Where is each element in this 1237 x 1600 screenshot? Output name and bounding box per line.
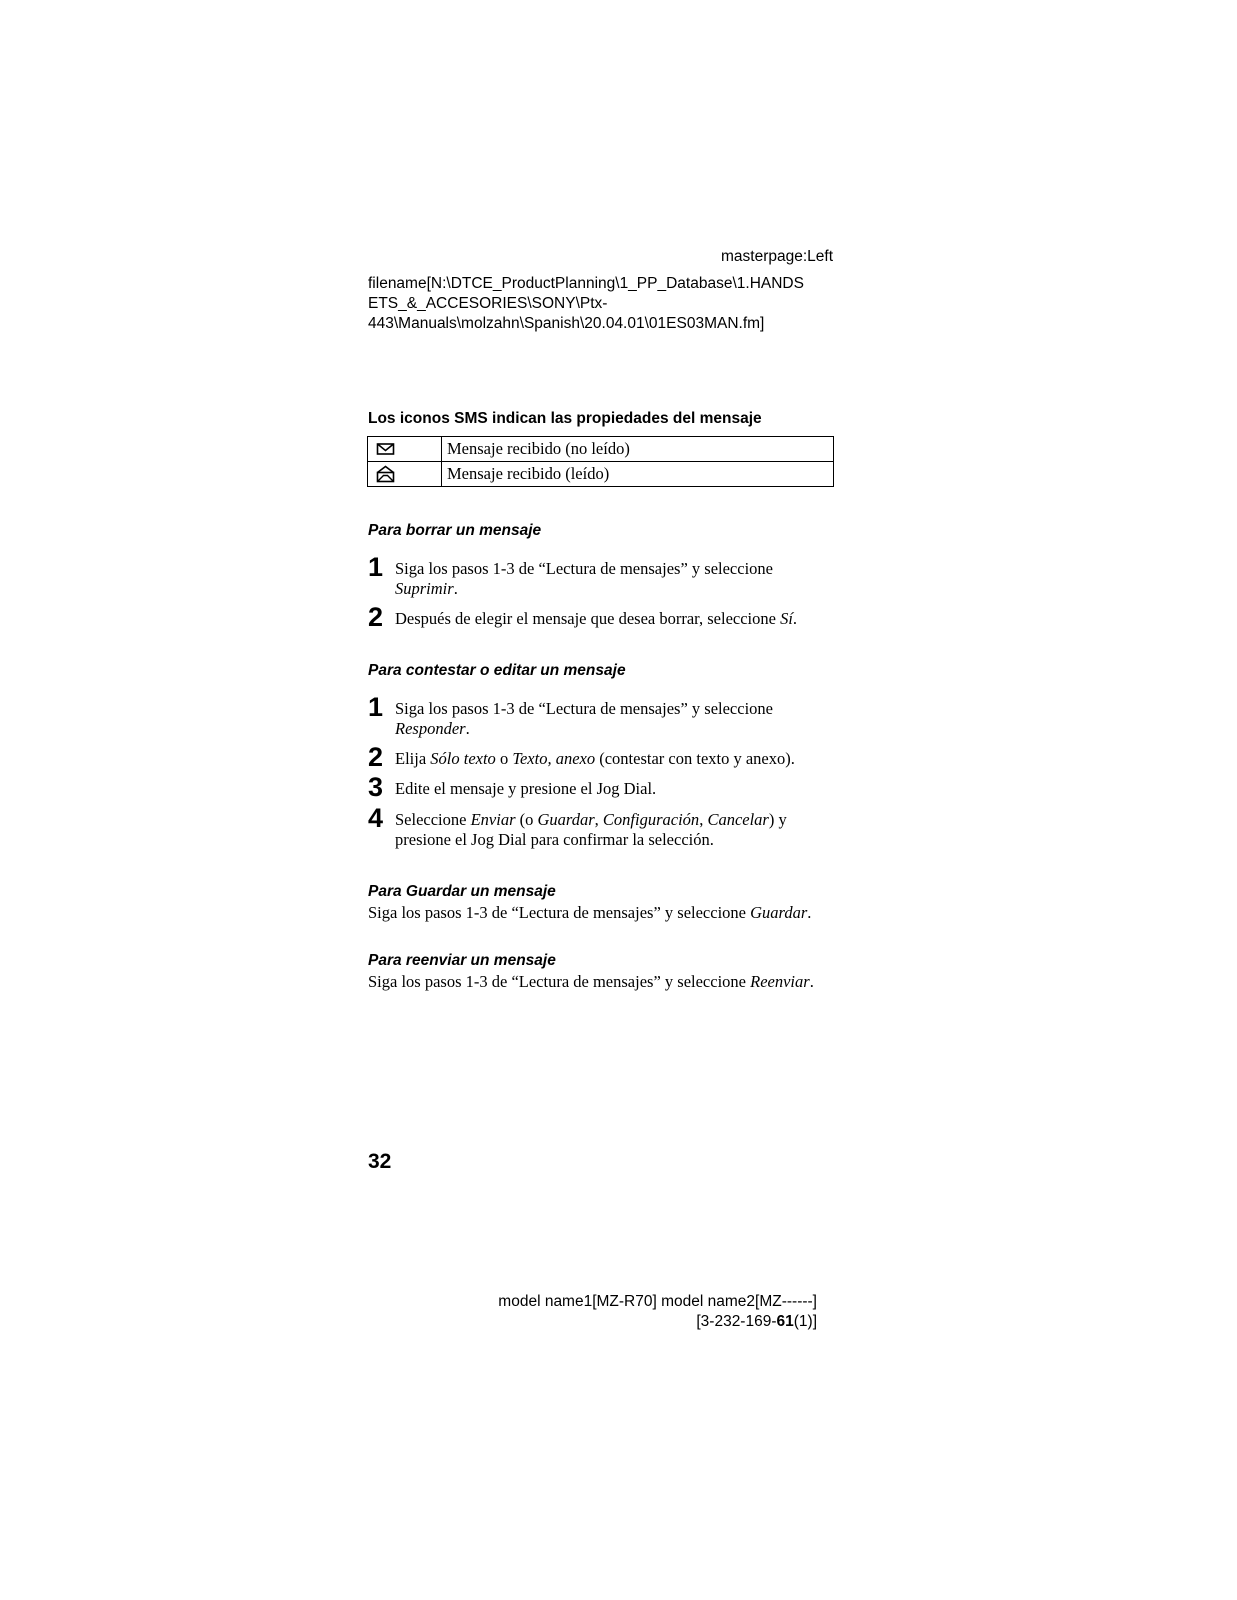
reply-step bbox=[368, 742, 838, 772]
step-number: 2 bbox=[368, 742, 384, 772]
save-section-heading: Para Guardar un mensaje bbox=[368, 883, 556, 900]
step-number: 1 bbox=[368, 552, 384, 582]
sms-icons-table bbox=[367, 436, 834, 487]
step-option: Enviar bbox=[470, 810, 516, 829]
delete-step bbox=[368, 602, 838, 632]
reply-step bbox=[368, 772, 838, 802]
step-option: Suprimir bbox=[395, 579, 454, 598]
step-text: Siga los pasos 1-3 de “Lectura de mensajes” y seleccione Responder. bbox=[395, 699, 773, 738]
delete-step bbox=[368, 552, 838, 599]
reply-step bbox=[368, 803, 838, 850]
reply-section-heading: Para contestar o editar un mensaje bbox=[368, 662, 626, 679]
filename-path bbox=[368, 274, 838, 334]
step-option: Sí bbox=[780, 609, 793, 628]
envelope-closed-icon bbox=[376, 442, 396, 456]
save-instruction: Siga los pasos 1-3 de “Lectura de mensajes” y seleccione Guardar. bbox=[368, 903, 812, 922]
reply-step bbox=[368, 692, 838, 739]
step-option: Guardar bbox=[537, 810, 595, 829]
table-row bbox=[368, 462, 834, 487]
step-option: Cancelar bbox=[707, 810, 769, 829]
step-option: Guardar bbox=[750, 903, 808, 922]
step-text: Edite el mensaje y presione el Jog Dial. bbox=[395, 779, 657, 798]
footer-part-code: [3-232-169-61(1)] bbox=[696, 1313, 817, 1330]
forward-instruction: Siga los pasos 1-3 de “Lectura de mensajes” y seleccione Reenviar. bbox=[368, 972, 814, 991]
icon-description: Mensaje recibido (no leído) bbox=[442, 437, 834, 462]
masterpage-label: masterpage:Left bbox=[720, 248, 833, 265]
step-option: Responder bbox=[395, 719, 466, 738]
step-option: Texto, anexo bbox=[512, 749, 596, 768]
footer-model-names: model name1[MZ-R70] model name2[MZ------] bbox=[498, 1293, 817, 1310]
icon-description: Mensaje recibido (leído) bbox=[442, 462, 834, 487]
step-text: Siga los pasos 1-3 de “Lectura de mensajes” y seleccione Suprimir. bbox=[395, 559, 773, 598]
icon-cell bbox=[368, 437, 442, 462]
envelope-open-icon bbox=[376, 465, 396, 483]
step-text: Seleccione Enviar (o Guardar, Configuración, Cancelar) y presione el Jog Dial para confirmar la selección. bbox=[395, 810, 787, 849]
filename-line: 443\Manuals\molzahn\Spanish\20.04.01\01ES03MAN.fm] bbox=[368, 315, 765, 332]
step-number: 1 bbox=[368, 692, 384, 722]
step-text: Elija Sólo texto o Texto, anexo (contestar con texto y anexo). bbox=[395, 749, 795, 768]
step-number: 3 bbox=[368, 772, 384, 802]
step-option: Configuración bbox=[602, 810, 700, 829]
forward-section-heading: Para reenviar un mensaje bbox=[368, 952, 556, 969]
delete-section-heading: Para borrar un mensaje bbox=[368, 522, 542, 539]
table-row bbox=[368, 437, 834, 462]
icon-cell bbox=[368, 462, 442, 487]
filename-line: filename[N:\DTCE_ProductPlanning\1_PP_Database\1.HANDS bbox=[368, 275, 804, 292]
step-number: 2 bbox=[368, 602, 384, 632]
step-option: Reenviar bbox=[750, 972, 810, 991]
icons-section-heading: Los iconos SMS indican las propiedades del mensaje bbox=[368, 410, 762, 427]
step-text: Después de elegir el mensaje que desea borrar, seleccione Sí. bbox=[395, 609, 798, 628]
step-option: Sólo texto bbox=[430, 749, 496, 768]
filename-line: ETS_&_ACCESORIES\SONY\Ptx- bbox=[368, 295, 608, 312]
step-number: 4 bbox=[368, 803, 384, 833]
page-number: 32 bbox=[368, 1150, 392, 1173]
